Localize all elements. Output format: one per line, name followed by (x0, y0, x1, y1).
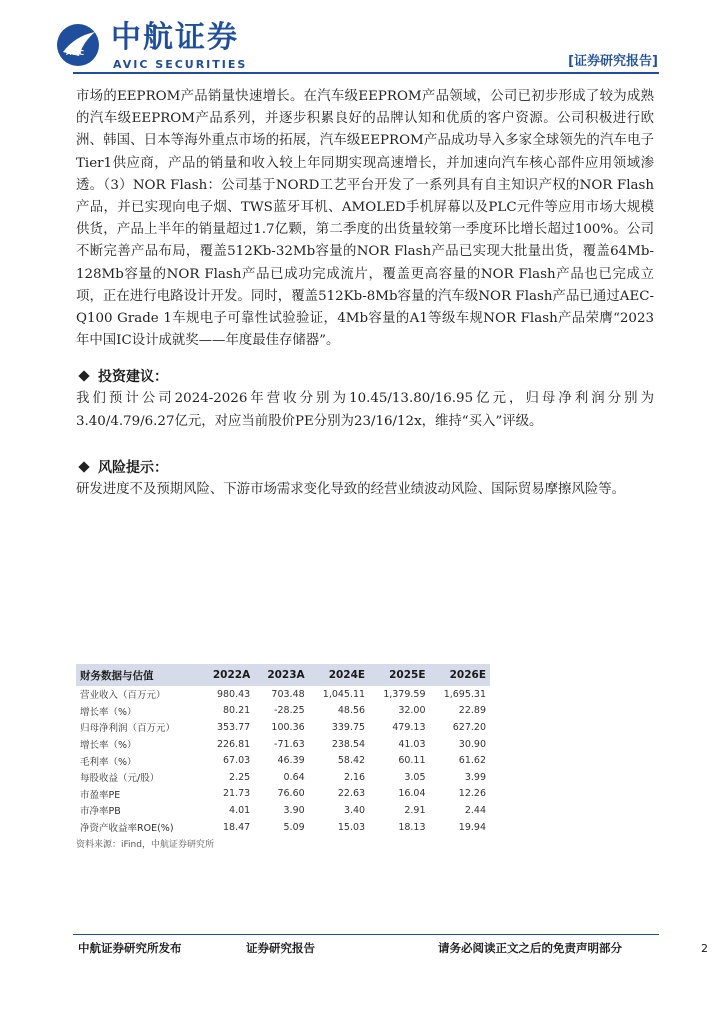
table-row-label: 毛利率（%） (80, 756, 137, 768)
table-row (76, 802, 490, 819)
table-row (76, 719, 490, 736)
investment-heading (76, 366, 654, 386)
intro-paragraph: 市场的EEPROM产品销量快速增长。在汽车级EEPROM产品领域，公司已初步形成了较为成熟的汽车级EEPROM产品系列，并逐步积累良好的品牌认知和优质的客户资源。公司积极进行欧洲、韩国、日本等海外重点市场的拓展，汽车级EEPROM产品成功导入多家全球领先的汽车电子Tier1供应商，产品的销量和收入较上年同期实现高速增长，并加速向汽车核心部件应用领域渗透。（3）NOR Flash：公司基于NORD工艺平台开发了一系列具有自主知识产权的NOR Flash产品，并已实现向电子烟、TWS蓝牙耳机、AMOLED手机屏幕以及PLC元件等应用市场大规模供货，产品上半年的销量超过1.7亿颗，第二季度的出货量较第一季度环比增长超过100%。公司不断完善产品布局，覆盖512Kb-32Mb容量的NOR Flash产品已实现大批量出货，覆盖64Mb-128Mb容量的NOR Flash产品已成功完成流片，覆盖更高容量的NOR Flash产品也已完成立项，正在进行电路设计开发。同时，覆盖512Kb-8Mb容量的汽车级NOR Flash产品已通过AEC-Q100 Grade 1车规电子可靠性试验验证，4Mb容量的A1等级车规NOR Flash产品荣膺“2023年中国IC设计成就奖——年度最佳存储器”。 (76, 89, 654, 349)
table-cell: 19.94 (458, 821, 486, 833)
table-cell: 226.81 (216, 738, 251, 750)
table-cell: 100.36 (271, 721, 305, 733)
footer-disclaimer-note: 请务必阅读正文之后的免责声明部分 (438, 941, 622, 955)
table-cell: 76.60 (277, 788, 305, 800)
risk-title: 风险提示： (98, 459, 168, 476)
table-cell: 2.91 (404, 804, 426, 816)
table-cell: -71.63 (274, 738, 305, 750)
table-cell: 15.03 (337, 821, 366, 833)
table-row-label: 市盈率PE (80, 789, 121, 801)
table-header-cell: 2026E (430, 664, 490, 686)
table-cell: 32.00 (398, 705, 426, 717)
table-row (76, 752, 490, 769)
table-row-label: 归母净利润（百万元） (80, 723, 176, 735)
financial-table-section (76, 664, 490, 850)
table-cell: 12.26 (458, 788, 486, 800)
table-cell: 2.16 (343, 771, 366, 783)
table-row (76, 819, 490, 836)
logo-chinese-name: 中航证券 (111, 20, 239, 55)
table-cell: 80.21 (223, 705, 251, 717)
table-header-cell: 2024E (309, 664, 369, 686)
table-cell: 238.54 (331, 738, 366, 750)
table-cell: 0.64 (283, 771, 305, 783)
table-cell: 2.25 (229, 771, 251, 783)
table-cell: 18.13 (398, 821, 426, 833)
table-cell: 980.43 (216, 688, 251, 700)
footer-divider (73, 934, 659, 935)
diamond-bullet-icon (78, 371, 89, 382)
main-content (76, 86, 654, 501)
table-cell: 1,695.31 (443, 688, 486, 700)
table-cell: 61.62 (458, 755, 486, 767)
diamond-bullet-icon (78, 461, 89, 472)
risk-heading (76, 457, 654, 477)
table-row (76, 769, 490, 786)
table-header-cell: 2022A (200, 664, 254, 686)
table-row-label: 市净率PB (80, 806, 121, 818)
table-cell: 703.48 (271, 688, 305, 700)
table-cell: 353.77 (216, 721, 251, 733)
table-cell: 48.56 (337, 705, 366, 717)
table-row (76, 686, 490, 703)
table-header-cell: 财务数据与估值 (76, 664, 200, 686)
table-cell: 67.03 (223, 755, 251, 767)
footer-report-type: 证券研究报告 (246, 941, 315, 955)
table-cell: 18.47 (223, 821, 251, 833)
table-cell: -28.25 (274, 705, 305, 717)
page-header (0, 0, 724, 80)
table-row-label: 增长率（%） (80, 740, 137, 752)
table-cell: 627.20 (452, 721, 486, 733)
header-divider (73, 72, 659, 74)
risk-text: 研发进度不及预期风险、下游市场需求变化导致的经营业绩波动风险、国际贸易摩擦风险等。 (76, 481, 626, 497)
company-logo (55, 18, 255, 74)
footer-publisher: 中航证券研究所发布 (78, 941, 182, 955)
table-cell: 16.04 (398, 788, 426, 800)
table-cell: 339.75 (331, 721, 366, 733)
table-cell: 3.90 (283, 804, 305, 816)
table-cell: 22.89 (458, 705, 486, 717)
table-cell: 58.42 (337, 755, 366, 767)
investment-text: 我们预计公司2024-2026年营收分别为10.45/13.80/16.95亿元，归母净利润分别为3.40/4.79/6.27亿元，对应当前股价PE分别为23/16/12x，维持“买入”评级。 (76, 391, 654, 429)
table-cell: 5.09 (283, 821, 305, 833)
table-cell: 21.73 (223, 788, 251, 800)
table-cell: 41.03 (398, 738, 426, 750)
table-row-label: 增长率（%） (80, 706, 137, 718)
table-row-label: 每股收益（元/股） (80, 773, 160, 785)
logo-english-name: AVIC SECURITIES (113, 58, 248, 71)
table-cell: 4.01 (229, 804, 251, 816)
report-type-tag: [证券研究报告] (568, 54, 658, 69)
table-cell: 2.44 (464, 804, 486, 816)
table-row (76, 703, 490, 720)
logo-mark-text: AVIC (66, 49, 85, 57)
investment-title: 投资建议： (98, 369, 168, 386)
table-source-note: 资料来源：iFind，中航证券研究所 (76, 840, 214, 851)
table-cell: 60.11 (398, 755, 426, 767)
table-cell: 479.13 (392, 721, 426, 733)
avic-logo-icon (55, 22, 101, 68)
table-body (76, 686, 490, 835)
table-cell: 22.63 (337, 788, 366, 800)
page-number: 2 (701, 942, 708, 955)
table-header-row (76, 664, 490, 686)
table-row-label: 营业收入（百万元） (80, 690, 166, 702)
table-row (76, 736, 490, 753)
table-header-cell: 2023A (254, 664, 308, 686)
table-cell: 3.40 (343, 804, 366, 816)
table-cell: 46.39 (277, 755, 305, 767)
table-row-label: 净资产收益率ROE(%) (80, 823, 174, 835)
table-cell: 1,379.59 (383, 688, 426, 700)
table-cell: 3.05 (404, 771, 426, 783)
financial-table (76, 664, 490, 835)
table-header-cell: 2025E (369, 664, 429, 686)
table-cell: 3.99 (464, 771, 486, 783)
table-cell: 1,045.11 (322, 688, 366, 700)
table-cell: 30.90 (458, 738, 486, 750)
table-row (76, 786, 490, 803)
